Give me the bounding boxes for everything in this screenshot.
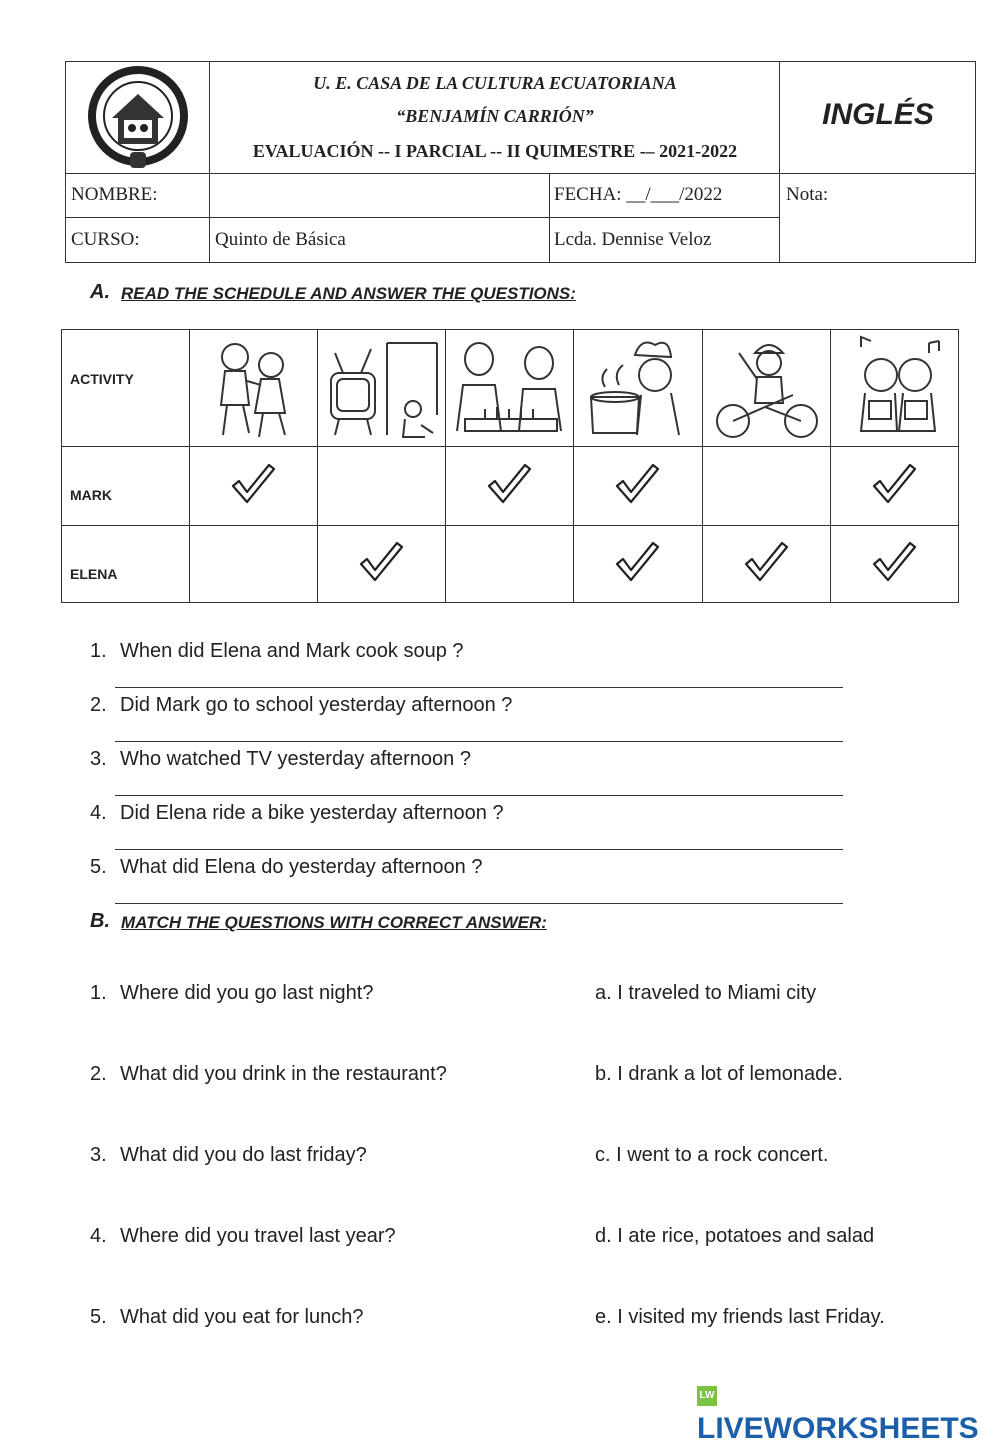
course-label: CURSO: — [71, 229, 140, 250]
answer-line-a2[interactable] — [115, 741, 843, 742]
check-mark-icon — [870, 462, 918, 506]
header-divider — [65, 173, 976, 174]
row-label-mark: MARK — [70, 487, 112, 503]
liveworksheets-logo[interactable] — [697, 1378, 1000, 1446]
question-a1 — [90, 640, 464, 663]
question-number: 2. — [90, 1063, 107, 1085]
question-number: 3. — [90, 748, 107, 770]
question-text: Who watched TV yesterday afternoon ? — [120, 748, 471, 770]
question-a5 — [90, 856, 482, 879]
header-divider — [65, 217, 780, 218]
question-a4 — [90, 802, 504, 825]
question-number: 5. — [90, 1306, 107, 1328]
question-text: Where did you travel last year? — [120, 1225, 396, 1247]
question-number: 4. — [90, 802, 107, 824]
teacher-name: Lcda. Dennise Veloz — [554, 229, 712, 250]
match-answer-a[interactable]: a. I traveled to Miami city — [595, 982, 817, 1004]
question-number: 1. — [90, 982, 107, 1004]
ride-bike-icon — [709, 333, 825, 441]
match-question-2[interactable] — [90, 1063, 447, 1086]
section-a-letter: A. — [90, 281, 110, 303]
activity-grid — [61, 329, 959, 603]
play-chess-icon — [449, 335, 571, 441]
course-value: Quinto de Básica — [215, 229, 346, 250]
question-number: 1. — [90, 640, 107, 662]
date-label: FECHA: __/___/2022 — [554, 184, 723, 205]
question-text: What did you drink in the restaurant? — [120, 1063, 447, 1085]
name-label: NOMBRE: — [71, 184, 158, 205]
exam-title: EVALUACIÓN -- I PARCIAL -- II QUIMESTRE -– 2021-2022 — [252, 141, 738, 161]
question-text: Where did you go last night? — [120, 982, 374, 1004]
match-question-3[interactable] — [90, 1144, 367, 1167]
question-number: 3. — [90, 1144, 107, 1166]
match-answer-b[interactable]: b. I drank a lot of lemonade. — [595, 1063, 843, 1085]
question-number: 4. — [90, 1225, 107, 1247]
section-b-title: MATCH THE QUESTIONS WITH CORRECT ANSWER: — [121, 913, 547, 932]
question-number: 5. — [90, 856, 107, 878]
check-mark-icon — [870, 540, 918, 584]
question-a3 — [90, 748, 471, 771]
go-to-school-icon — [209, 335, 299, 441]
watch-tv-icon — [321, 335, 441, 443]
section-a-title: READ THE SCHEDULE AND ANSWER THE QUESTIONS: — [121, 284, 576, 303]
answer-line-a4[interactable] — [115, 849, 843, 850]
sing-icon — [839, 335, 955, 441]
match-answer-e[interactable]: e. I visited my friends last Friday. — [595, 1306, 885, 1328]
header-divider — [549, 173, 550, 263]
check-mark-icon — [229, 462, 277, 506]
question-text: When did Elena and Mark cook soup ? — [120, 640, 464, 662]
check-mark-icon — [613, 540, 661, 584]
cook-soup-icon — [581, 335, 697, 441]
brand-name: LIVEWORKSHEETS — [697, 1412, 979, 1445]
school-logo — [78, 64, 198, 172]
question-text: What did you do last friday? — [120, 1144, 367, 1166]
match-question-1[interactable] — [90, 982, 374, 1005]
answer-line-a5[interactable] — [115, 903, 843, 904]
school-subname: “BENJAMÍN CARRIÓN” — [396, 106, 594, 126]
question-text: Did Elena ride a bike yesterday afternoon ? — [120, 802, 504, 824]
answer-line-a1[interactable] — [115, 687, 843, 688]
question-a2 — [90, 694, 512, 717]
check-mark-icon — [485, 462, 533, 506]
question-text: What did you eat for lunch? — [120, 1306, 364, 1328]
subject-title: INGLÉS — [822, 98, 934, 131]
question-text: Did Mark go to school yesterday afternoon ? — [120, 694, 513, 716]
check-mark-icon — [613, 462, 661, 506]
activity-label: ACTIVITY — [70, 371, 134, 387]
section-b-letter: B. — [90, 910, 110, 932]
check-mark-icon — [742, 540, 790, 584]
match-question-4[interactable] — [90, 1225, 396, 1248]
grade-label: Nota: — [786, 184, 829, 205]
match-answer-c[interactable]: c. I went to a rock concert. — [595, 1144, 829, 1166]
match-question-5[interactable] — [90, 1306, 363, 1329]
answer-line-a3[interactable] — [115, 795, 843, 796]
name-field[interactable] — [211, 175, 548, 216]
question-text: What did Elena do yesterday afternoon ? — [120, 856, 483, 878]
row-label-elena: ELENA — [70, 566, 118, 582]
check-mark-icon — [357, 540, 405, 584]
brand-mark-icon: LW — [697, 1386, 717, 1406]
match-answer-d[interactable]: d. I ate rice, potatoes and salad — [595, 1225, 875, 1247]
school-name: U. E. CASA DE LA CULTURA ECUATORIANA — [313, 73, 677, 93]
question-number: 2. — [90, 694, 107, 716]
